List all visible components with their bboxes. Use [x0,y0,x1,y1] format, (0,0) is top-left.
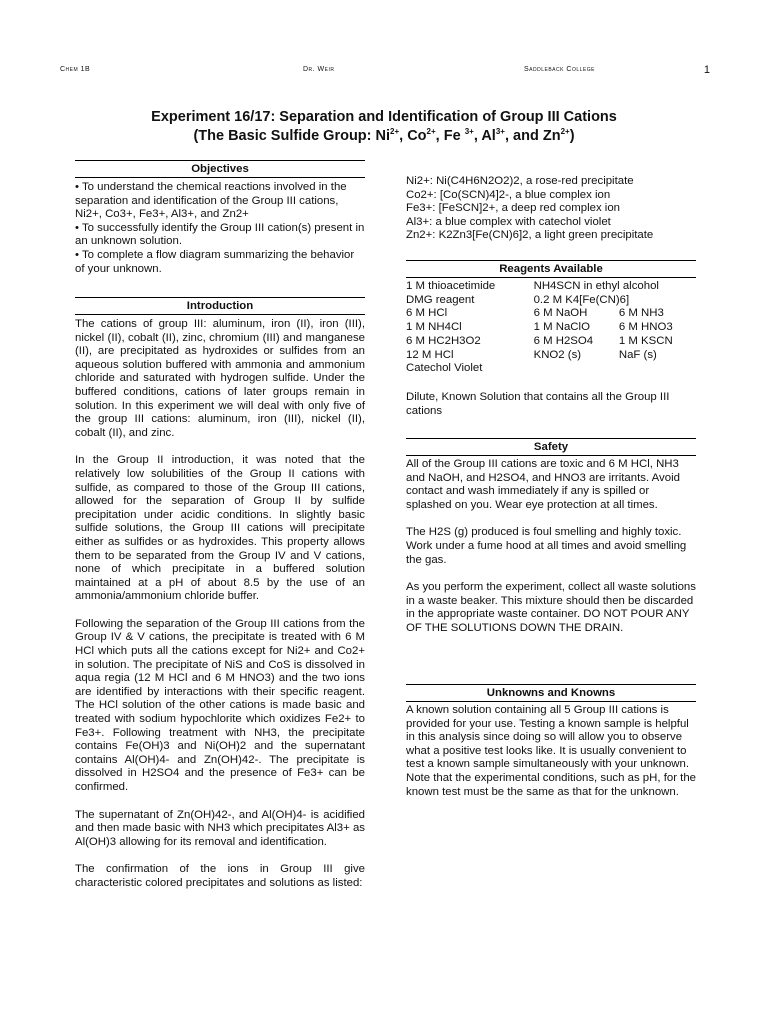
page-title [0,108,768,146]
unknowns-section [406,684,696,799]
safety-paragraph-2: The H2S (g) produced is foul smelling and highly toxic. Work under a fume hood at all times and avoid smelling the gas. [406,526,687,566]
confirmations-list [406,175,696,243]
title-line-2: (The Basic Sulfide Group: $Ni^{2+}$, $Co^{2+}$, Fe $^{3+}$, $Al^{3+}$, and $Zn^{2+}$) [193,127,575,144]
safety-heading: Safety [406,438,696,456]
reagents-heading: Reagents Available [406,260,696,278]
introduction-section [75,297,365,891]
objectives-list [75,181,365,276]
confirmation-item: Zn2+: K2Zn3[Fe(CN)6]2, a light green precipitate [406,229,654,242]
reagent-row: 1 M NH4Cl 1 M NaClO 6 M HNO3 [406,321,673,334]
reagents-section [406,260,696,418]
objective-item: • To complete a flow diagram summarizing the behavior of your unknown. [75,248,355,275]
intro-paragraph-4: The supernatant of Zn(OH)42-, and Al(OH)4- is acidified and then made basic with NH3 which precipitates Al3+ as Al(OH)3 allowing for its removal and identification. [75,808,365,848]
header-instructor: Dr. Weir [303,66,335,73]
reagent-row: DMG reagent 0.2 M K4[Fe(CN)6] [406,293,630,306]
header-college: Saddleback College [524,66,595,73]
objectives-section [75,160,365,276]
reagent-row: Catechol Violet [406,362,483,375]
intro-paragraph-2: In the Group II introduction, it was noted that the relatively low solubilities of the Group II cations with sulfide, as compared to those of the Group III cations, allowed for the separation of Group II by sulfide precipitation under acidic conditions. In slightly basic sulfide solutions, the Group III cations will precipitate either as sulfides or as hydroxides. This property allows them to be separated from the Group IV and V cations, none of which precipitate in a buffered solution maintained at a pH of about 8.5 by the use of an ammonia/ammonium chloride buffer. [75,454,365,603]
reagents-table [406,280,696,376]
safety-section [406,438,696,636]
header-course: Chem 1B [60,66,91,73]
title-line-1: Experiment 16/17: Separation and Identification of Group III Cations [151,109,617,125]
safety-paragraph-3: As you perform the experiment, collect all waste solutions in a waste beaker. This mixture should then be discarded in the appropriate waste container. DO NOT POUR ANY OF THE SOLUTIONS DOWN THE DRAIN. [406,581,696,634]
reagent-row: 12 M HCl KNO2 (s) NaF (s) [406,348,657,361]
page-number: 1 [703,64,710,76]
reagents-note: Dilute, Known Solution that contains all the Group III cations [406,390,670,417]
unknowns-heading: Unknowns and Knowns [406,684,696,702]
reagent-row: 6 M HCl 6 M NaOH 6 M NH3 [406,307,664,320]
unknowns-paragraph: A known solution containing all 5 Group III cations is provided for your use. Testing a known sample is helpful in this analysis since doing so will allow you to observe what a positive test looks like. It is usually convenient to test a known sample simultaneously with your unknown. Note that the experimental conditions, such as pH, for the known test must be the same as that for the unknown. [406,704,696,798]
intro-paragraph-3: Following the separation of the Group III cations from the Group IV & V cations, the precipitate is treated with 6 M HCl which puts all the cations except for Ni2+ and Co2+ in solution. The precipitate of NiS and CoS is dissolved in aqua regia (12 M HCl and 6 M HNO3) and the two ions are identified by interactions with their specific reagent. The HCl solution of the other cations is made basic and treated with sodium hypochlorite which oxidizes Fe2+ to Fe3+. Following treatment with NH3, the precipitate contains Fe(OH)3 and Ni(OH)2 and the supernatant contains Al(OH)4- and Zn(OH)42-. The precipitate is dissolved in H2SO4 and the presence of Fe3+ can be confirmed. [75,617,365,793]
objective-item: • To understand the chemical reactions involved in the separation and identification of the Group III cations, Ni2+, Co3+, Fe3+, Al3+, and Zn2+ [75,181,347,221]
confirmation-item: Co2+: [Co(SCN)4]2-, a blue complex ion [406,188,611,201]
confirmation-item: Al3+: a blue complex with catechol violet [406,215,611,228]
reagent-row: 6 M HC2H3O2 6 M H2SO4 1 M KSCN [406,334,673,347]
introduction-heading: Introduction [75,297,365,315]
objectives-heading: Objectives [75,160,365,178]
confirmation-item: Ni2+: Ni(C4H6N2O2)2, a rose-red precipitate [406,175,634,187]
reagent-row: 1 M thioacetimide NH4SCN in ethyl alcohol [406,280,659,292]
safety-paragraph-1: All of the Group III cations are toxic and 6 M HCl, NH3 and NaOH, and H2SO4, and HNO3 are irritants. Avoid contact and wash immediately if any is spilled or splashed on you. Wear eye protection at all times. [406,458,680,511]
intro-paragraph-1: The cations of group III: aluminum, iron (II), iron (III), nickel (II), cobalt (II), zinc, chromium (III) and manganese (II), are precipitated as hydroxides or sulfides from an aqueous solution buffered with ammonia and ammonium chloride and saturated with hydrogen sulfide. Under the buffered conditions, cations of later groups remain in solution. In this experiment we will deal with only five of the group III cations: aluminum, iron (III), nickel (II), cobalt (II), and zinc. [75,318,365,439]
intro-paragraph-5: The confirmation of the ions in Group III give characteristic colored precipitates and solutions as listed: [75,863,365,889]
confirmation-item: Fe3+: [FeSCN]2+, a deep red complex ion [406,202,621,215]
objective-item: • To successfully identify the Group III cation(s) present in an unknown solution. [75,221,365,248]
